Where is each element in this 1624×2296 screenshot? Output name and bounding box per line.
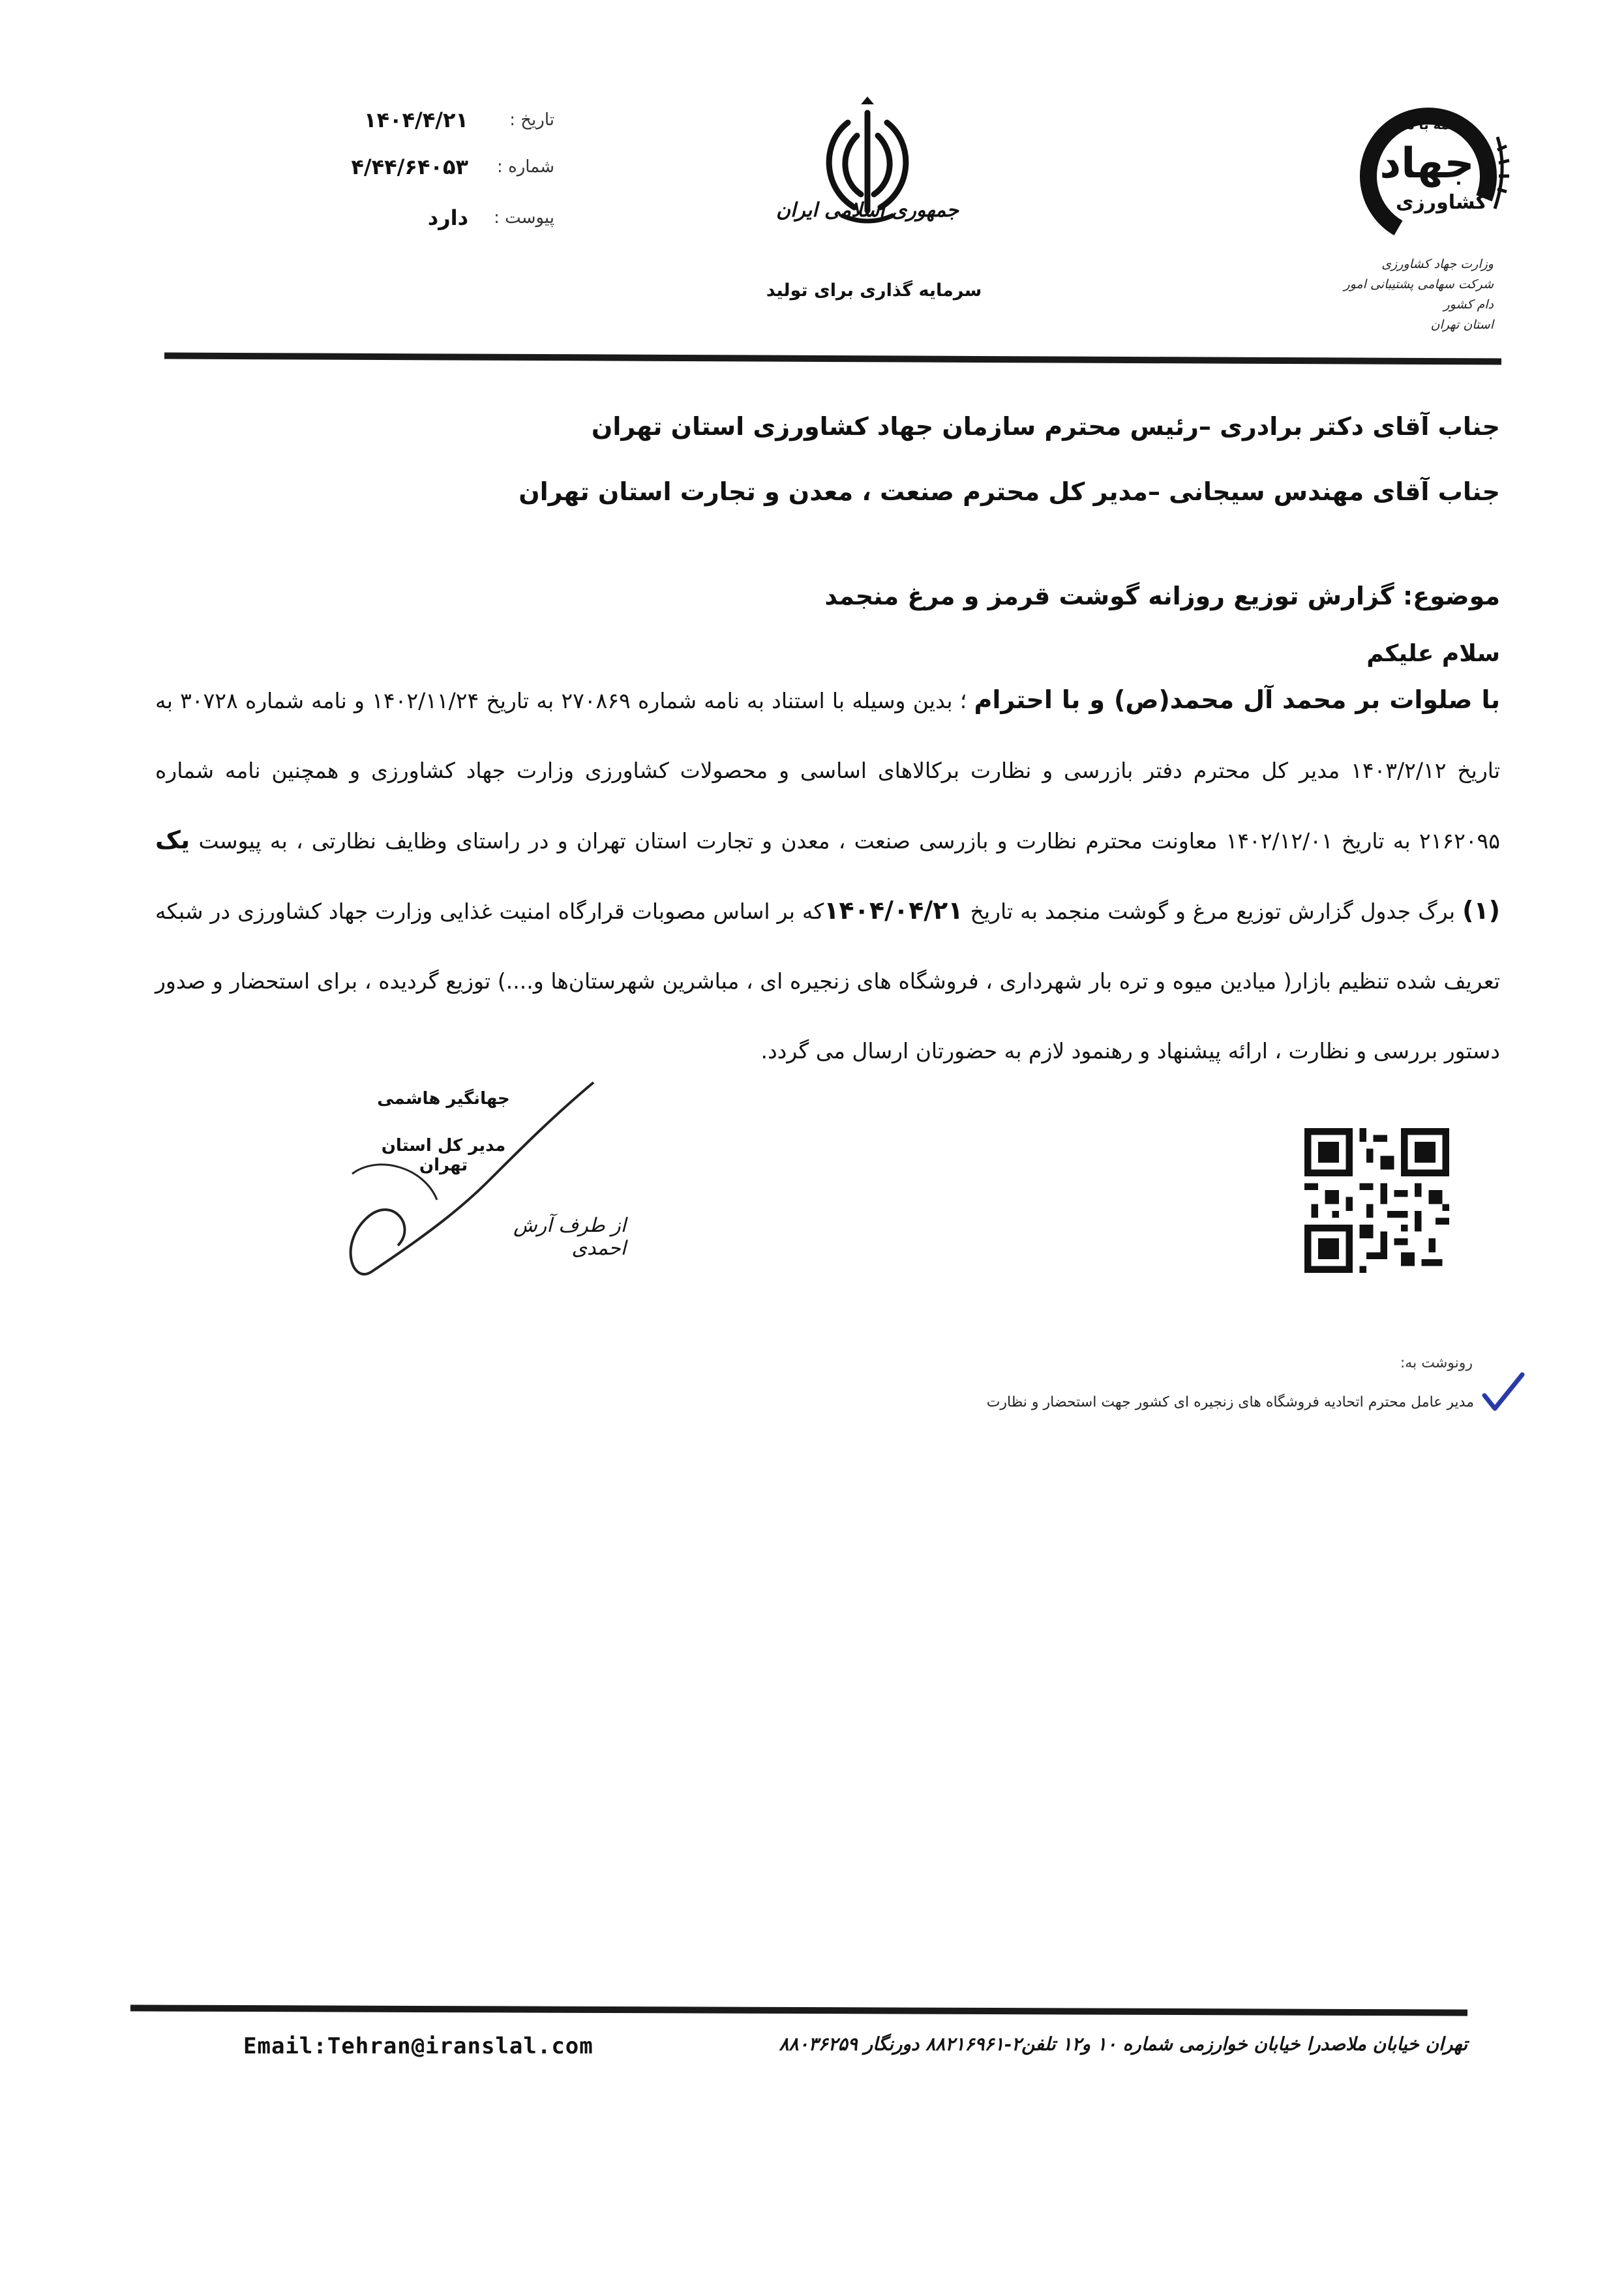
attachment-label: پیوست :: [494, 208, 554, 228]
opening-salutation: با صلوات بر محمد آل محمد(ص) و با احترام: [974, 685, 1500, 714]
number-value: ۴/۴۴/۶۴۰۵۳: [351, 155, 468, 179]
footer-address: تهران خیابان ملاصدرا خیابان خوارزمی شماره ۱۰ و۱۲ تلفن۲-۸۸۲۱۶۹۶۱ دورنگار ۸۸۰۳۶۲۵۹: [779, 2033, 1467, 2055]
date-label: تاریخ :: [509, 110, 554, 130]
signer-on-behalf: از طرف آرش احمدی: [513, 1214, 626, 1260]
org-line-company: شرکت سهامی پشتیبانی امور دام کشور: [1344, 277, 1494, 312]
body-text-3: که بر اساس مصوبات قرارگاه امنیت غذایی وزارت جهاد کشاورزی در شبکه تعریف شده تنظیم بازار( میادین میوه و تره بار شهرداری ، فروشگاه های زنجیره ای ، مباشرین شهرستان‌ها و....) توزیع گردیده ، برای استحضار و صدور دستور بررسی و نظارت ، ارائه پیشنهاد و رهنمود لازم به حضورتان ارسال می گردد.: [155, 899, 1500, 1064]
attachment-row: [280, 202, 554, 233]
addressee-2: جناب آقای مهندس سیجانی –مدیر کل محترم صنعت ، معدن و تجارت استان تهران: [519, 477, 1500, 506]
body-text-1: ؛ بدین وسیله با استناد به نامه شماره ۲۷۰۸۶۹ به تاریخ ۱۴۰۲/۱۱/۲۴ و نامه شماره ۳۰۷۲۸ به تاریخ ۱۴۰۳/۲/۱۲ مدیر کل محترم دفتر بازرسی و نظارت برکالاهای اساسی و محصولات کشاورزی وزارت جهاد کشاورزی و همچنین نامه شماره ۲۱۶۲۰۹۵ به تاریخ ۱۴۰۲/۱۲/۰۱ معاونت محترم نظارت و بازرسی صنعت ، معدن و تجارت استان تهران و در راستای وظایف نظارتی ، به پیوست: [155, 688, 1500, 854]
footer-divider: [130, 2005, 1467, 2016]
logo-top-text: همه با هم: [1395, 117, 1459, 132]
qr-code: [1304, 1128, 1449, 1273]
attachment-value: دارد: [427, 205, 468, 230]
header-divider: [164, 353, 1501, 365]
org-lines: [1331, 254, 1494, 335]
date-row: [280, 104, 554, 136]
jahad-keshavarzi-logo: [1344, 98, 1513, 254]
org-line-province: استان تهران: [1430, 318, 1494, 332]
emblem-caption: جمهوری اسلامی ایران: [775, 199, 959, 222]
number-label: شماره :: [497, 157, 554, 177]
letter-body: [155, 665, 1500, 1086]
body-text-2: برگ جدول گزارش توزیع مرغ و گوشت منجمد به تاریخ: [970, 899, 1456, 924]
logo-sub-text: کشاورزی: [1396, 191, 1487, 214]
cc-label: رونوشت به:: [1400, 1355, 1473, 1371]
slogan: سرمایه گذاری برای تولید: [766, 280, 982, 301]
signer-name: جهانگیر هاشمی: [377, 1089, 510, 1109]
org-line-ministry: وزارت جهاد کشاورزی: [1381, 257, 1494, 271]
greeting: سلام علیکم: [1366, 640, 1500, 667]
logo-main-text: جهاد: [1379, 140, 1475, 188]
footer-email: Email:Tehran@iranslal.com: [243, 2033, 594, 2059]
date-value: ۱۴۰۴/۴/۲۱: [363, 108, 468, 132]
attachment-count: یک (۱): [155, 826, 1501, 925]
signer-title: مدیر کل استان تهران: [381, 1136, 506, 1175]
checkmark-icon: [1481, 1369, 1526, 1415]
cc-recipient: مدیر عامل محترم اتحادیه فروشگاه های زنجیره ای کشور جهت استحضار و نظارت: [986, 1394, 1474, 1410]
addressee-1: جناب آقای دکتر برادری –رئیس محترم سازمان جهاد کشاورزی استان تهران: [591, 412, 1500, 441]
number-row: [280, 151, 554, 183]
subject-line: موضوع: گزارش توزیع روزانه گوشت قرمز و مرغ منجمد: [824, 582, 1500, 610]
iran-emblem-icon: [809, 97, 926, 246]
report-date: ۱۴۰۴/۰۴/۲۱: [824, 896, 963, 925]
